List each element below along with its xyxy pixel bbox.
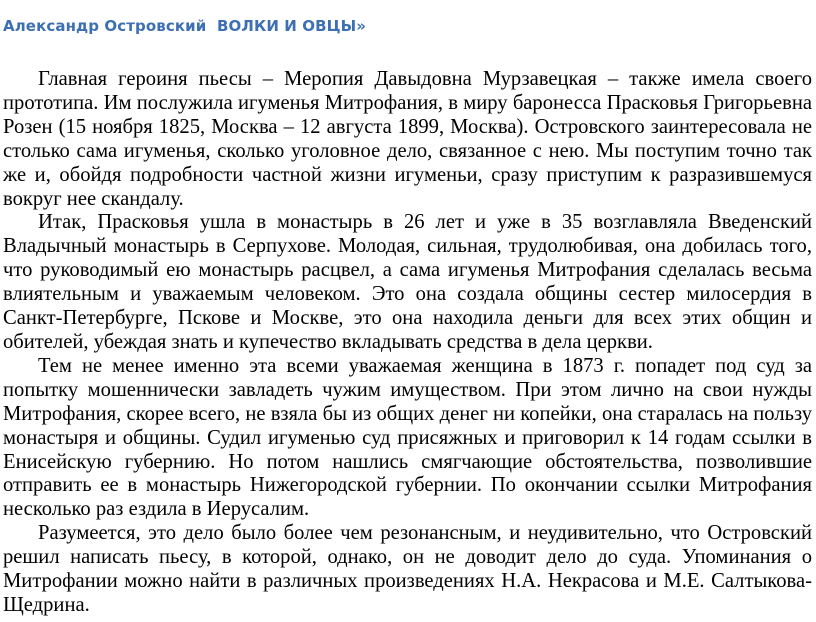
- document-body: [3, 68, 812, 618]
- paragraph: Главная героиня пьесы – Меропия Давыдовна Мурзавецкая – также имела своего прототипа. Им послужила игуменья Митрофания, в миру баронесса Прасковья Григорьевна Розен (15 ноября 1825, Москва – 12 августа 1899, Москва). Островского заинтересовала не столько сама игуменья, сколько уголовное дело, связанное с нею. Мы поступим точно так же и, обойдя подробности частной жизни игуменьи, сразу приступим к разразившемуся вокруг нее скандалу.: [3, 68, 812, 210]
- paragraph: Тем не менее именно эта всеми уважаемая женщина в 1873 г. попадет под суд за попытку мошеннически завладеть чужим имуществом. При этом лично на свои нужды Митрофания, скорее всего, не взяла бы из общих денег ни копейки, она старалась на пользу монастыря и общины. Судил игуменью суд присяжных и приговорил к 14 годам ссылки в Енисейскую губернию. Но потом нашлись смягчающие обстоятельства, позволившие отправить ее в монастырь Нижегородской губернии. По окончании ссылки Митрофания несколько раз ездила в Иерусалим.: [3, 354, 812, 521]
- paragraph: Итак, Прасковья ушла в монастырь в 26 лет и уже в 35 возглавляла Введенский Владычный монастырь в Серпухове. Молодая, сильная, трудолюбивая, она добилась того, что руководимый ею монастырь расцвел, а сама игуменья Митрофания сделалась весьма влиятельным и уважаемым человеком. Это она создала общины сестер милосердия в Санкт-Петербурге, Пскове и Москве, это она находила деньги для всех этих общин и обителей, убеждая знать и купечество вкладывать средства в дела церкви.: [3, 211, 812, 353]
- document-title: Александр Островский ВОЛКИ И ОВЦЫ»: [3, 17, 367, 35]
- paragraph: Разумеется, это дело было более чем резонансным, и неудивительно, что Островский решил написать пьесу, в которой, однако, он не доводит дело до суда. Упоминания о Митрофании можно найти в различных произведениях Н.А. Некрасова и М.Е. Салтыкова-Щедрина.: [3, 522, 812, 616]
